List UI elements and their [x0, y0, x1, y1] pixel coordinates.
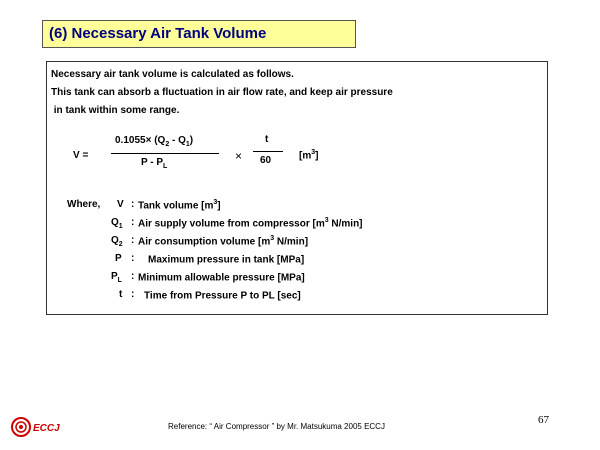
def-colon: : — [131, 235, 135, 246]
fraction-bar-main — [111, 153, 219, 154]
def-symbol: V — [117, 199, 124, 210]
def-symbol: $P_L$ — [111, 271, 122, 284]
reference-footer: Reference: “ Air Compressor ” by Mr. Matsukuma 2005 ECCJ — [168, 422, 385, 431]
def-desc: Air supply volume from compressor [$m^3$ N/min] — [138, 217, 363, 230]
def-symbol: $Q_2$ — [111, 235, 123, 248]
where-label: Where, — [67, 199, 101, 210]
volume-unit: $[m^3]$ — [299, 149, 319, 162]
intro-line-2: This tank can absorb a fluctuation in air flow rate, and keep air pressure — [51, 87, 393, 98]
def-symbol: t — [119, 289, 123, 300]
def-desc: Air consumption volume [$m^3$ N/min] — [138, 235, 309, 248]
def-desc: Minimum allowable pressure [MPa] — [138, 272, 305, 284]
slide-title: (6) Necessary Air Tank Volume — [42, 20, 356, 48]
def-symbol: $Q_1$ — [111, 217, 123, 230]
time-numerator: t — [265, 134, 269, 145]
intro-line-1: Necessary air tank volume is calculated as follows. — [51, 69, 294, 80]
intro-line-3: in tank within some range. — [51, 105, 180, 116]
page-number: 67 — [538, 414, 549, 426]
def-desc: Time from Pressure P to PL [sec] — [144, 290, 301, 302]
intro-text — [51, 66, 393, 120]
content-panel — [46, 61, 548, 315]
eccj-logo-text: ECCJ — [33, 423, 60, 434]
def-colon: : — [131, 217, 135, 228]
time-denominator: 60 — [260, 155, 272, 166]
fraction-bar-time — [253, 151, 283, 152]
def-colon: : — [131, 289, 135, 300]
formula-denominator: P - $P_L$ — [141, 157, 168, 170]
eccj-logo — [10, 414, 70, 445]
def-desc: Tank volume $[m^3]$ — [138, 199, 221, 212]
def-symbol: P — [115, 253, 122, 264]
times-sign: × — [235, 149, 243, 163]
formula-lhs: V = — [73, 150, 89, 161]
eccj-logo-icon — [10, 414, 70, 440]
def-colon: : — [131, 253, 135, 264]
def-colon: : — [131, 199, 135, 210]
formula-numerator: $0.1055\times (Q_2 - Q_1)$ — [115, 135, 194, 148]
def-desc: Maximum pressure in tank [MPa] — [148, 254, 305, 266]
def-colon: : — [131, 271, 135, 282]
